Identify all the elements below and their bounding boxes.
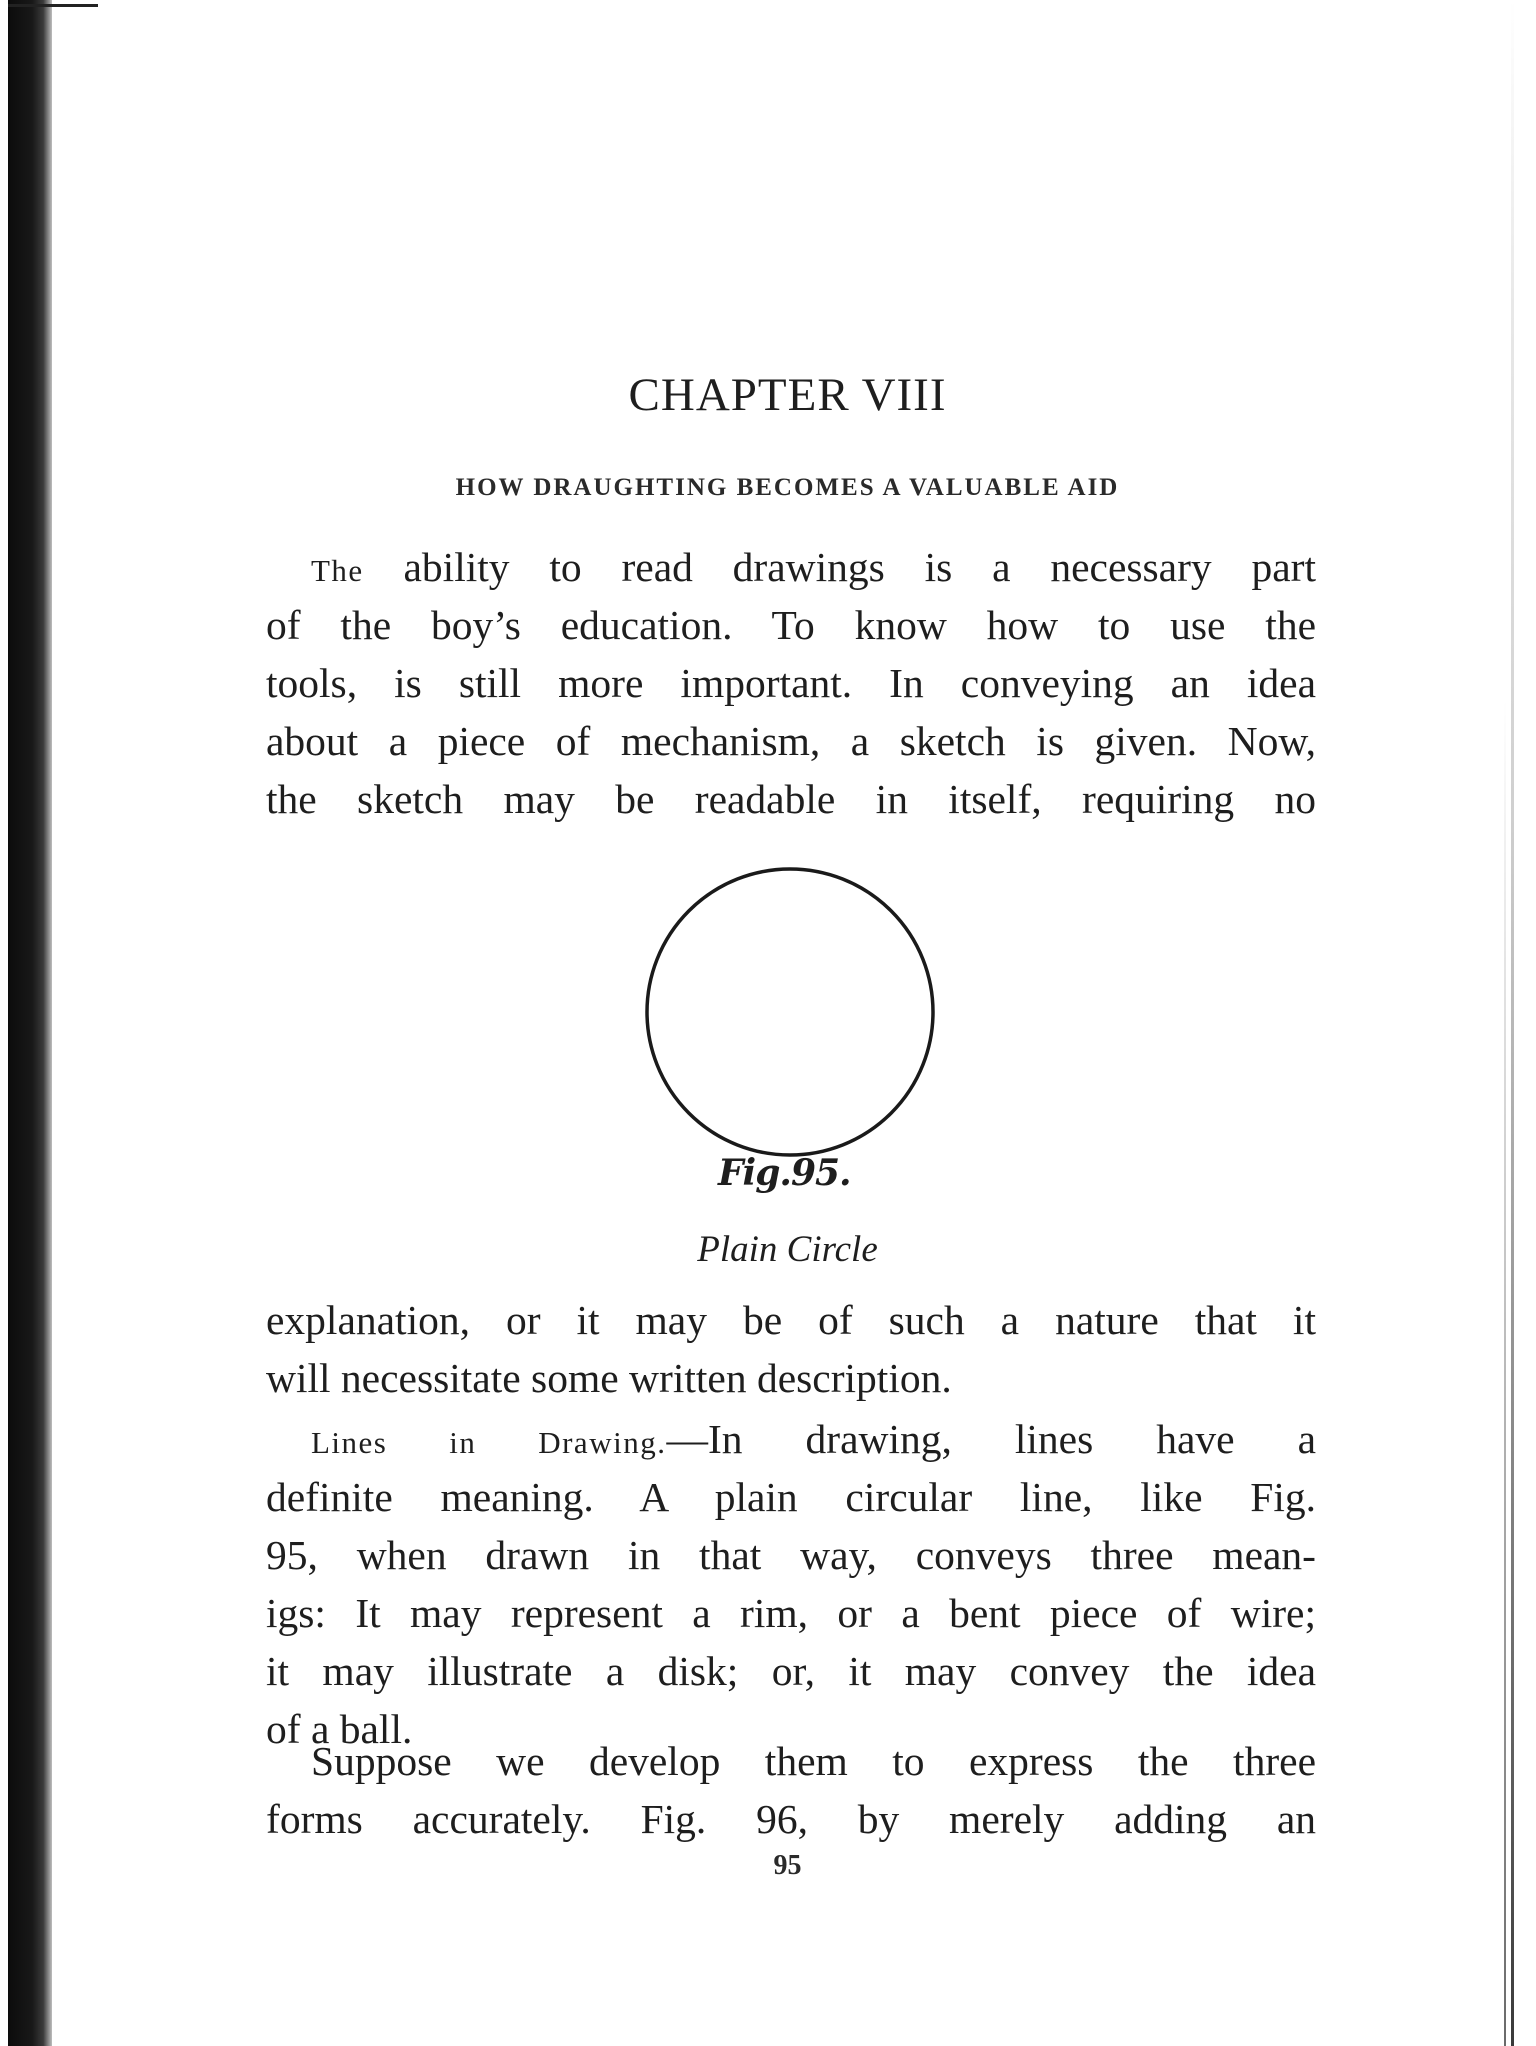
chapter-subtitle: HOW DRAUGHTING BECOMES A VALUABLE AID bbox=[455, 474, 1120, 501]
text-line: definite meaning. A plain circular line, like Fig. bbox=[266, 1474, 1316, 1520]
paragraph-intro bbox=[266, 538, 1316, 828]
plain-circle-figure bbox=[640, 862, 940, 1162]
paragraph-suppose bbox=[266, 1732, 1316, 1848]
plain-circle bbox=[647, 869, 933, 1155]
text-line: about a piece of mechanism, a sketch is given. Now, bbox=[266, 718, 1316, 764]
section-heading: Lines in Drawing. bbox=[311, 1425, 667, 1460]
page-right-edge bbox=[1511, 0, 1514, 2046]
text-line: tools, is still more important. In conveying an idea bbox=[266, 660, 1316, 706]
page-right-edge-shadow bbox=[1504, 700, 1506, 2046]
text-line: of the boy’s education. To know how to use the bbox=[266, 602, 1316, 648]
figure-caption: Plain Circle bbox=[697, 1229, 878, 1270]
text-run: —In drawing, lines have a bbox=[666, 1416, 1316, 1462]
chapter-title: CHAPTER VIII bbox=[628, 369, 947, 421]
text-line: explanation, or it may be of such a nature that it bbox=[266, 1297, 1316, 1343]
text-line: 95, when drawn in that way, conveys three mean- bbox=[266, 1532, 1316, 1578]
figure-label: Fig.95. bbox=[718, 1152, 851, 1194]
paragraph-lines-in-drawing bbox=[266, 1410, 1316, 1758]
page-number: 95 bbox=[773, 1850, 802, 1881]
text-line: the sketch may be readable in itself, requiring no bbox=[266, 776, 1316, 822]
text-line: of a ball. bbox=[266, 1706, 413, 1752]
page-corner-mark bbox=[8, 4, 98, 7]
text-line: Suppose we develop them to express the three bbox=[311, 1738, 1316, 1784]
text-line bbox=[266, 1410, 1316, 1468]
small-caps-lead: The bbox=[311, 553, 364, 588]
page-binding-edge bbox=[8, 0, 52, 2046]
paragraph-continuation bbox=[266, 1291, 1316, 1407]
text-line bbox=[266, 538, 1316, 596]
text-line: it may illustrate a disk; or, it may convey the idea bbox=[266, 1648, 1316, 1694]
text-run: ability to read drawings is a necessary part bbox=[363, 544, 1316, 590]
text-line: will necessitate some written description. bbox=[266, 1355, 952, 1401]
text-line: forms accurately. Fig. 96, by merely adding an bbox=[266, 1796, 1316, 1842]
text-line: igs: It may represent a rim, or a bent piece of wire; bbox=[266, 1590, 1316, 1636]
